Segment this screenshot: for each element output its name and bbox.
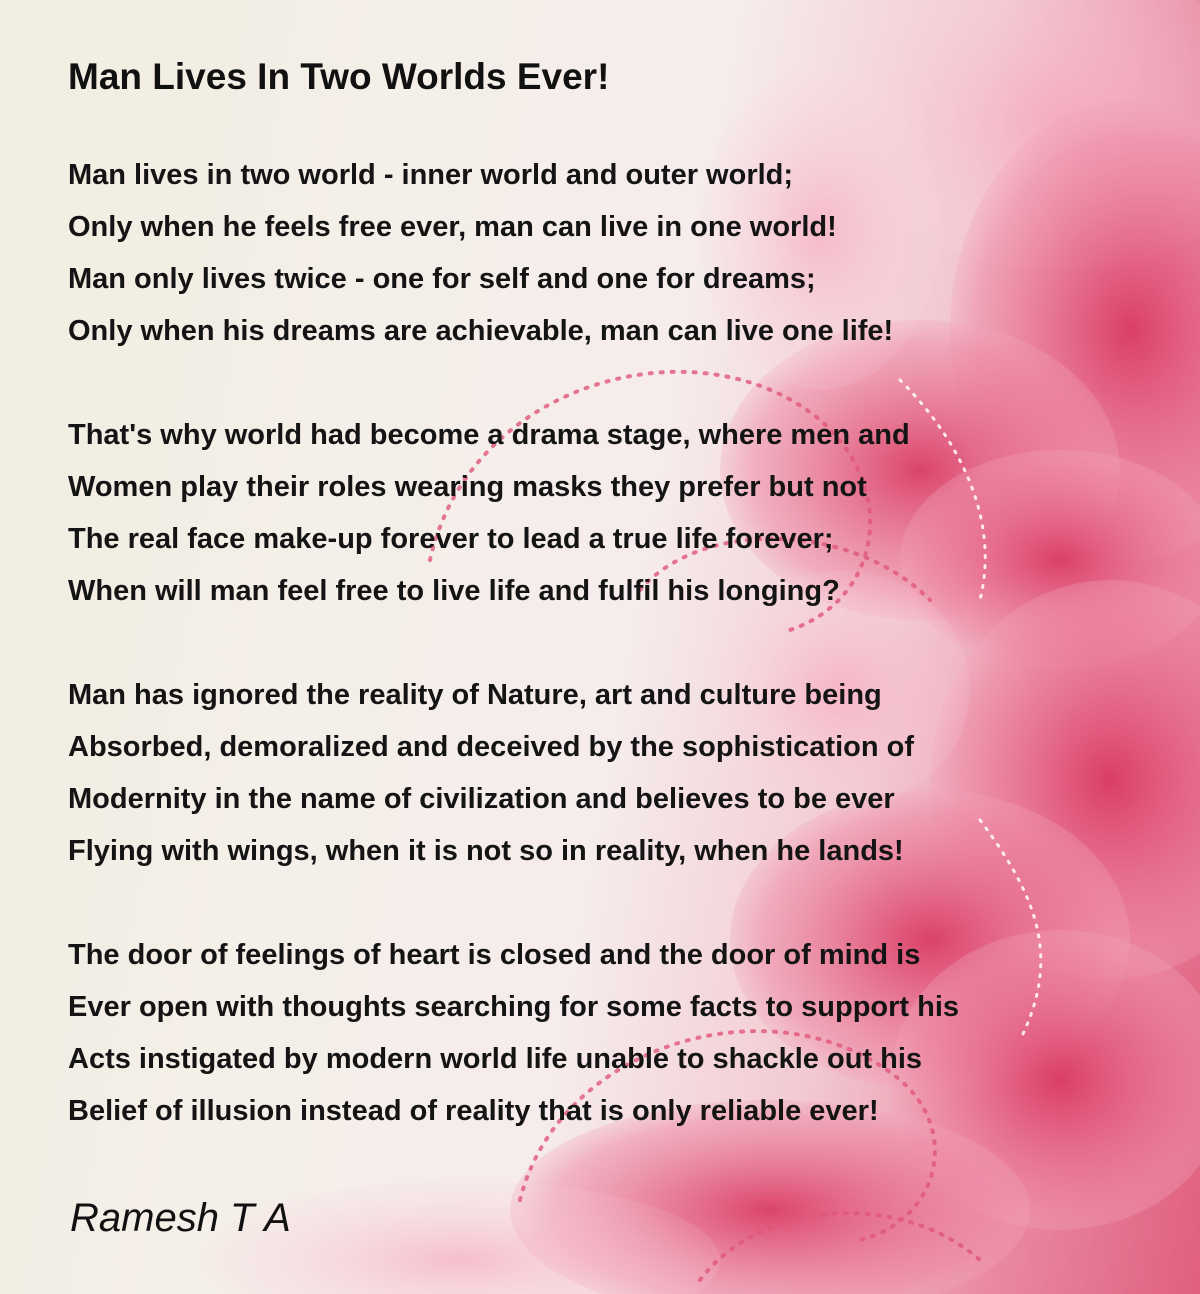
stanza-3 <box>68 669 914 877</box>
stanza-2 <box>68 409 910 617</box>
poem-line: Women play their roles wearing masks they prefer but not <box>68 471 867 503</box>
poem-line: Modernity in the name of civilization and believes to be ever <box>68 783 895 815</box>
poem-line: Man has ignored the reality of Nature, art and culture being <box>68 679 882 711</box>
stanza-1 <box>68 149 893 357</box>
poem-line: Man lives in two world - inner world and outer world; <box>68 159 794 191</box>
poem-line: The door of feelings of heart is closed and the door of mind is <box>68 939 921 971</box>
poem-line: Acts instigated by modern world life unable to shackle out his <box>68 1043 923 1075</box>
poem-line: Flying with wings, when it is not so in reality, when he lands! <box>68 835 904 867</box>
poem-line: When will man feel free to live life and fulfil his longing? <box>68 575 840 607</box>
poem-title: Man Lives In Two Worlds Ever! <box>68 56 610 97</box>
poem-line: Absorbed, demoralized and deceived by the sophistication of <box>68 731 914 763</box>
poem-line: That's why world had become a drama stage, where men and <box>68 419 910 451</box>
poem-line: Man only lives twice - one for self and one for dreams; <box>68 263 816 295</box>
poem-author: Ramesh T A <box>70 1196 291 1240</box>
poem-line: Belief of illusion instead of reality that is only reliable ever! <box>68 1095 879 1127</box>
poem-line: Only when he feels free ever, man can live in one world! <box>68 211 837 243</box>
poem-line: Only when his dreams are achievable, man can live one life! <box>68 315 894 347</box>
stanza-4 <box>68 929 959 1137</box>
poem-line: The real face make-up forever to lead a true life forever; <box>68 523 834 555</box>
poem-line: Ever open with thoughts searching for some facts to support his <box>68 991 960 1023</box>
